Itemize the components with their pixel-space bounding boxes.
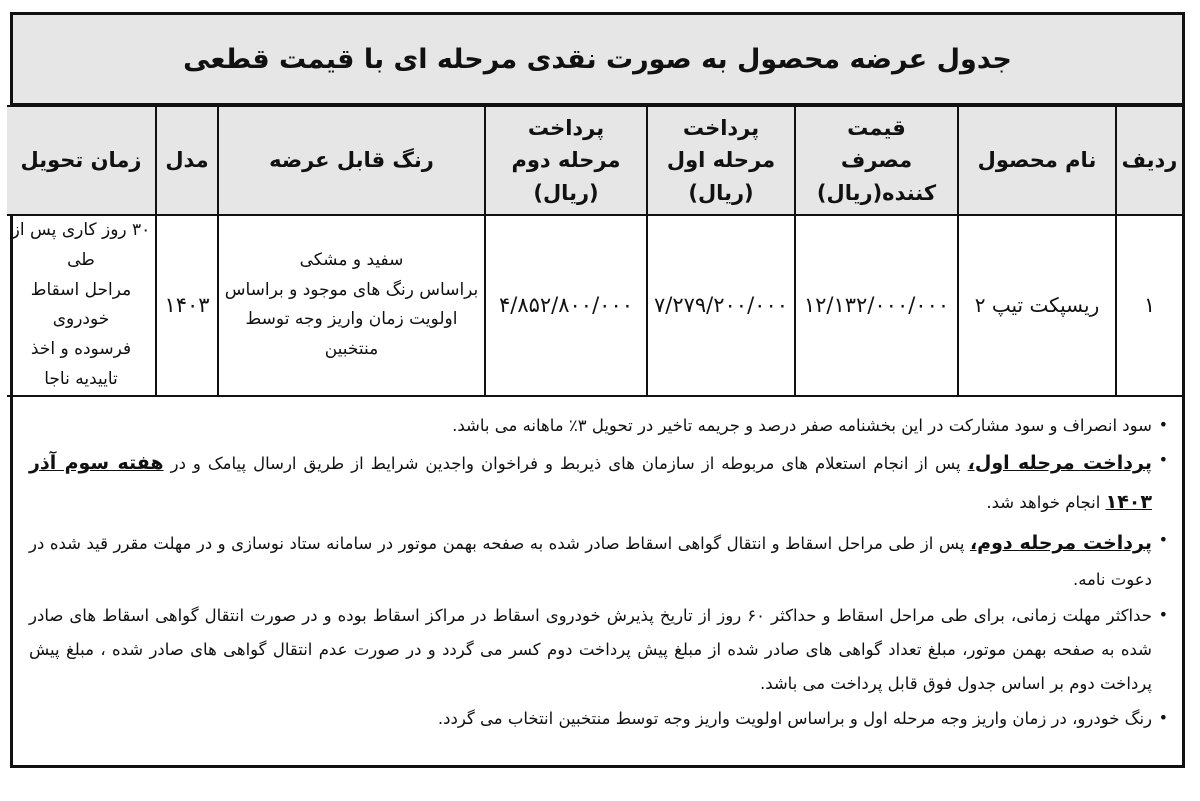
header-consumer-price xyxy=(795,106,958,215)
cell-delivery-line3: فرسوده و اخذ تاییدیه ناجا xyxy=(30,339,132,389)
note-deadline xyxy=(29,599,1168,700)
cell-colors-line2: براساس رنگ های موجود و براساس xyxy=(224,279,479,300)
header-second-payment xyxy=(485,106,647,215)
note-text: پس از طی مراحل اسقاط و انتقال گواهی اسقاط صادر شده به صفحه بهمن موتور در سامانه ستاد نوسازی و در مهلت مقرر قید شده در دعوت نامه. xyxy=(29,534,1152,590)
cell-second-payment: ۴/۸۵۲/۸۰۰/۰۰۰ xyxy=(485,215,647,396)
note-car-color xyxy=(29,702,1168,736)
header-product-name: نام محصول xyxy=(958,106,1116,215)
cell-first-payment: ۷/۲۷۹/۲۰۰/۰۰۰ xyxy=(647,215,795,396)
cell-consumer-price: ۱۲/۱۳۲/۰۰۰/۰۰۰ xyxy=(795,215,958,396)
note-text: رنگ خودرو، در زمان واریز وجه مرحله اول و براساس اولویت واریز وجه توسط منتخبین انتخاب می گردد. xyxy=(437,709,1152,729)
bullet-icon: • xyxy=(1158,450,1168,470)
cell-row-number: ۱ xyxy=(1116,215,1182,396)
table-title: جدول عرضه محصول به صورت نقدی مرحله ای با قیمت قطعی xyxy=(13,15,1182,105)
bullet-icon: • xyxy=(1158,708,1168,728)
header-row-number: ردیف xyxy=(1116,106,1182,215)
bullet-icon: • xyxy=(1158,530,1168,550)
cell-model: ۱۴۰۳ xyxy=(156,215,218,396)
header-second-payment-line2: مرحله دوم (ریال) xyxy=(511,148,621,205)
note-first-payment-heading: پرداخت مرحله اول، xyxy=(967,452,1152,475)
header-second-payment-line1: پرداخت xyxy=(527,115,605,140)
product-offer-table xyxy=(7,105,1182,397)
note-first-payment xyxy=(29,444,1168,522)
table-row xyxy=(7,215,1182,396)
header-delivery-time: زمان تحویل xyxy=(7,106,156,215)
note-second-payment xyxy=(29,524,1168,597)
note-profit-penalty xyxy=(29,409,1168,443)
bullet-icon: • xyxy=(1158,604,1168,624)
note-text: حداکثر مهلت زمانی، برای طی مراحل اسقاط و حداکثر ۶۰ روز از تاریخ پذیرش خودروی اسقاط در مراکز اسقاط بوده و در صورت انتقال گواهی اسقاط های صادر شده به صفحه بهمن موتور، مبلغ تعداد گواهی های صادر شده از مبلغ پیش پرداخت دوم کسر می گردد و در صورت عدم انتقال گواهی های صادر شده ، مبلغ پیش پرداخت دوم بر اساس جدول فوق قابل پرداخت می باشد. xyxy=(29,605,1152,693)
document-frame xyxy=(10,12,1185,768)
cell-colors-line3: اولویت زمان واریز وجه توسط منتخبین xyxy=(245,309,458,359)
note-second-payment-heading: پرداخت مرحله دوم، xyxy=(969,532,1152,555)
header-available-colors: رنگ قابل عرضه xyxy=(218,106,485,215)
cell-product-name: ریسپکت تیپ ۲ xyxy=(958,215,1116,396)
cell-available-colors xyxy=(218,215,485,396)
note-text: پس از انجام استعلام های مربوطه از سازمان های ذیربط و فراخوان واجدین شرایط از طریق ارسال پیامک و در xyxy=(163,454,968,474)
table-header-row xyxy=(7,106,1182,215)
note-first-payment-date: هفته سوم آذر ۱۴۰۳ xyxy=(29,452,1152,514)
cell-delivery-line1: ۳۰ روز کاری پس از طی xyxy=(11,220,151,270)
header-consumer-price-line2: مصرف کننده(ریال) xyxy=(816,148,937,205)
header-model: مدل xyxy=(156,106,218,215)
cell-delivery-line2: مراحل اسقاط خودروی xyxy=(30,279,132,330)
cell-delivery-time xyxy=(7,215,156,396)
header-first-payment xyxy=(647,106,795,215)
notes-section xyxy=(13,397,1182,737)
header-first-payment-line1: پرداخت xyxy=(682,115,760,140)
note-text: انجام خواهد شد. xyxy=(986,493,1106,513)
header-consumer-price-line1: قیمت xyxy=(847,115,906,140)
bullet-icon: • xyxy=(1158,414,1168,434)
cell-colors-line1: سفید و مشکی xyxy=(299,249,404,270)
header-first-payment-line2: مرحله اول (ریال) xyxy=(666,148,776,205)
note-text: سود انصراف و سود مشارکت در این بخشنامه صفر درصد و جریمه تاخیر در تحویل ۳٪ ماهانه می باشد. xyxy=(452,415,1152,435)
